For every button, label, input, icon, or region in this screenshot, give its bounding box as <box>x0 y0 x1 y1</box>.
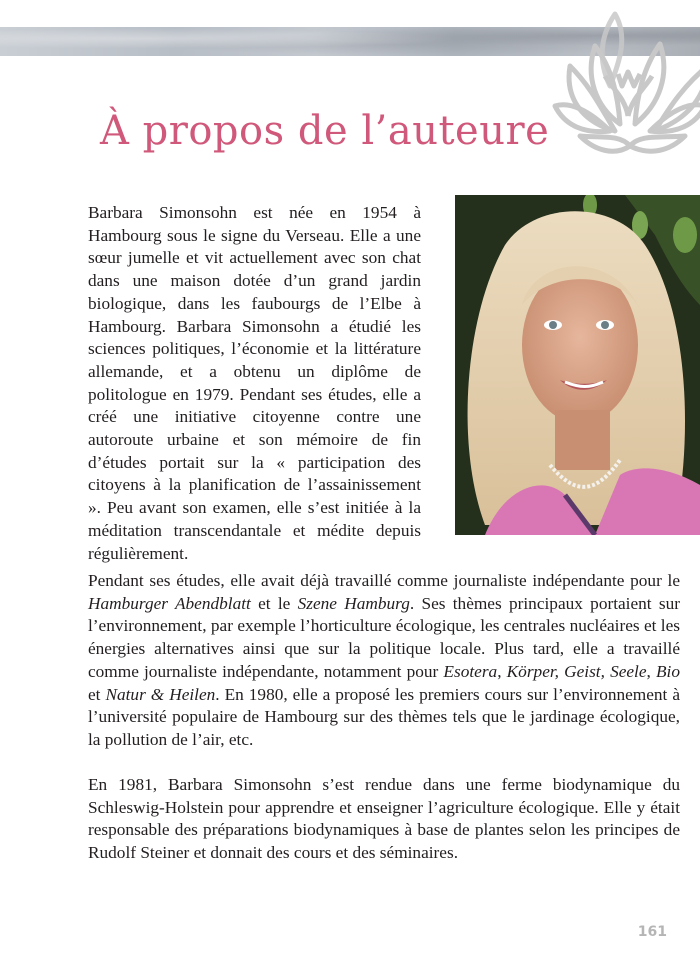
author-photo <box>455 195 700 535</box>
author-portrait-illustration <box>455 195 700 535</box>
page-number: 161 <box>637 924 667 940</box>
text-run: Pendant ses études, elle avait déjà travaillé comme journaliste indépendante pour le <box>88 571 680 590</box>
bio-paragraph-3: En 1981, Barbara Simonsohn s’est rendue dans une ferme biodynamique du Schleswig-Holstein pour apprendre et enseigner l’agriculture écologique. Elle y était responsable des préparations biodynamiques à base de plantes selon les principes de Rudolf Steiner et donnait des cours et des séminaires. <box>88 775 680 863</box>
publication-title: Körper, Geist, Seele <box>506 661 647 681</box>
text-run: , <box>497 661 507 681</box>
text-run: . Ses thèmes principaux portaient sur l’environnement, par exemple l’horticulture écologique, les centrales nucléaires et les énergies alternatives ainsi que sur la politique locale. Plus tard, elle a travaillé comme journaliste indépendante, notamment pour <box>88 593 681 681</box>
text-run: , <box>646 661 656 681</box>
publication-title: Natur & Heilen <box>105 684 216 704</box>
text-run: et le <box>250 593 298 613</box>
publication-title: Szene Hamburg <box>297 593 410 613</box>
publication-title: Hamburger Abendblatt <box>88 593 251 613</box>
publication-title: Bio <box>656 661 680 681</box>
bio-paragraph-2 <box>88 570 680 752</box>
bio-paragraph-1: Barbara Simonsohn est née en 1954 à Hambourg sous le signe du Verseau. Elle a une sœur jumelle et vit actuellement avec son chat dans une maison dotée d’un grand jardin biologique, dans les faubourgs de l’Elbe à Hambourg. Barbara Simonsohn a étudié les sciences politiques, l’économie et la littérature allemande, et a obtenu un diplôme de politologue en 1979. Pendant ses études, elle a créé une initiative citoyenne contre une autoroute urbaine et son mémoire de fin d’études portait sur la « participation des citoyens à la planification de l’assainissement ». Peu avant son examen, elle s’est initiée à la méditation transcendantale et médite depuis régulièrement. <box>88 203 421 563</box>
text-run: et <box>88 684 106 704</box>
publication-title: Esotera <box>443 661 498 681</box>
text-run: . En 1980, elle a proposé les premiers cours sur l’environnement à l’université populaire de Hambourg sur des thèmes tels que le jardinage écologique, la pollution de l’air, etc. <box>88 684 681 749</box>
lotus-decoration-icon <box>540 6 700 176</box>
page-title: À propos de l’auteure <box>100 108 550 154</box>
